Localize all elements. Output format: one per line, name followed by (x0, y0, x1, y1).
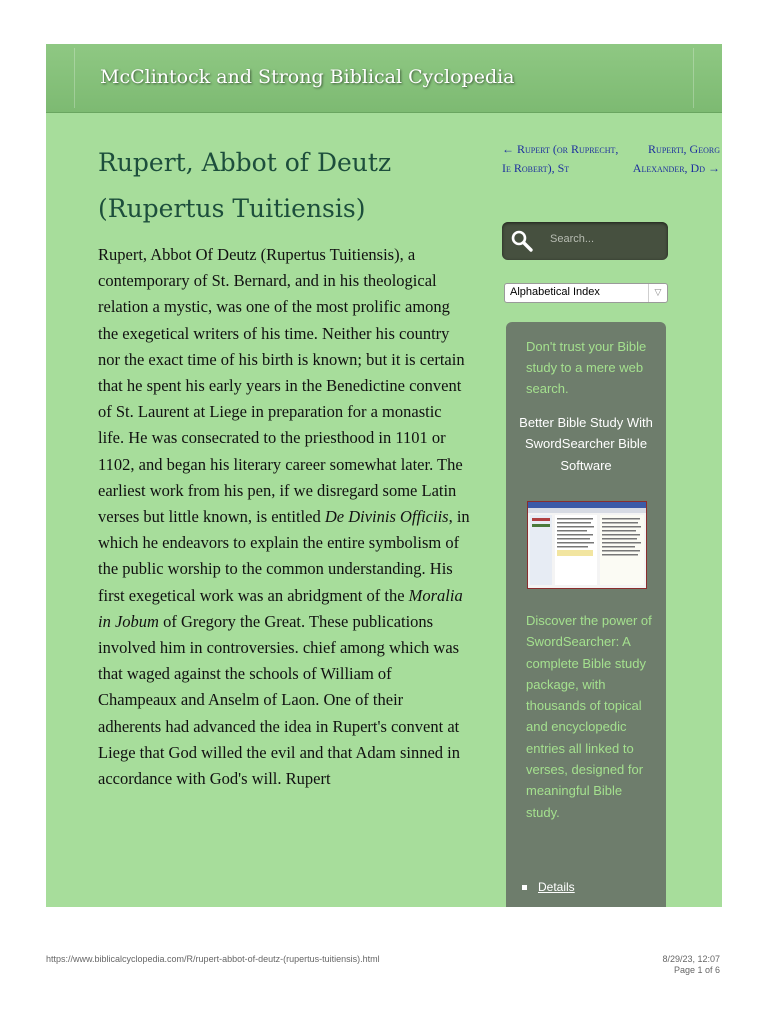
search-box[interactable] (502, 222, 668, 260)
next-article-link[interactable]: Ruperti, Georg Alexander, Dd → (632, 142, 720, 175)
screenshot-thumbnail-icon (528, 502, 646, 588)
details-link[interactable]: Details (538, 880, 575, 894)
sidebar-ad (506, 322, 666, 907)
prev-article-link[interactable]: ← Rupert (or Ruprecht, Ie Robert), St (502, 142, 619, 175)
article-title: Rupert, Abbot of Deutz (Rupertus Tuitiensis) (98, 148, 392, 223)
body-text-1: Rupert, Abbot Of Deutz (Rupertus Tuitiensis), a contemporary of St. Bernard, and in his theological relation a mystic, was one of the most prolific among the exegetical writers of his time. Neither his country nor the exact time of his birth is known; but it is certain that he spent his early years in the Benedictine convent of St. Laurent at Liege in preparation for a monastic life. He was consecrated to the priesthood in 1101 or 1102, and began his literary career somewhat later. The earliest work from his pen, if we disregard some Latin verses but little known, is entitled (98, 245, 465, 527)
alphabetical-index-select[interactable] (504, 283, 668, 303)
search-input[interactable]: Search... (550, 233, 595, 245)
search-icon (510, 229, 534, 253)
footer-url: https://www.biblicalcyclopedia.com/R/rupert-abbot-of-deutz-(rupertus-tuitiensis).html (46, 954, 380, 964)
body-text-3: of Gregory the Great. These publications involved him in controversies. chief among which was that waged against the schools of William of Champeaux and Anselm of Laon. One of their adherents had advanced the idea in Rupert's convent at Liege that God willed the evil and that Adam sinned in accordance with God's will. Rupert (98, 611, 461, 789)
page-content (46, 44, 722, 907)
footer-datetime: 8/29/23, 12:07 (662, 954, 720, 964)
software-screenshot-image[interactable] (527, 501, 647, 589)
site-header (46, 44, 722, 113)
body-emphasis-2: Moralia in Jobum (98, 585, 463, 631)
bullet-icon (522, 885, 527, 890)
footer-page-number: Page 1 of 6 (673, 965, 720, 975)
article-body (98, 242, 470, 792)
body-text-2: , in which he endeavors to explain the entire symbolism of the public worship to the common understanding. His first exegetical work was an abridgment of the (98, 507, 470, 605)
ad-description: Discover the power of SwordSearcher: A complete Bible study package, with thousands of topical and encyclopedic entries all linked to verses, designed for meaningful Bible study. (526, 613, 652, 820)
ad-headline-link[interactable]: Better Bible Study With SwordSearcher Bible Software (519, 415, 653, 473)
chevron-down-icon: ▽ (648, 284, 667, 302)
site-title-link[interactable]: McClintock and Strong Biblical Cyclopedia (100, 66, 515, 88)
ad-pitch-text: Don't trust your Bible study to a mere web search. (526, 339, 647, 396)
body-emphasis-1: De Divinis Officiis (324, 507, 449, 527)
index-select-value: Alphabetical Index (510, 286, 600, 298)
